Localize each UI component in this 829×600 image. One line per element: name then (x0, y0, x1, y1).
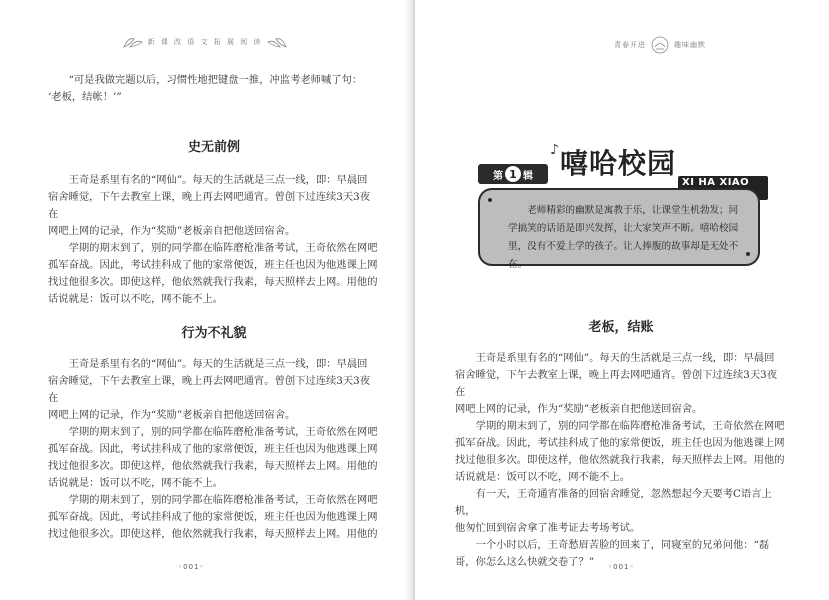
badge-prefix: 第 (493, 170, 503, 182)
music-note-icon: ♪ (550, 142, 559, 158)
text-line: 话说就是：饭可以不吃，网不能不上。 (48, 293, 224, 305)
series-title: 新 课 改 语 文 拓 展 阅 读 (147, 38, 263, 46)
text-line: 孤军奋战。因此，考试挂科成了他的家常便饭，班主任也因为他逃课上网 (48, 259, 378, 271)
text-line: 王奇是系里有名的“网仙”。每天的生活就是三点一线，即：早晨回 (68, 174, 368, 186)
text-line: 话说就是：饭可以不吃，网不能不上。 (48, 477, 224, 489)
corner-dot (746, 252, 750, 256)
text-line: 学期的期末到了，别的同学都在临阵磨枪准备考试，王奇依然在网吧 (68, 494, 378, 506)
text-line: 学期的期末到了，别的同学都在临阵磨枪准备考试，王奇依然在网吧 (68, 242, 378, 254)
section-heading: 老板，结账 (588, 320, 654, 335)
chapter-badge (478, 164, 548, 184)
section-heading: 行为不礼貌 (181, 326, 247, 341)
text-line: 有一天，王奇通宵准备的回宿舍睡觉，忽然想起今天要考C语言上机， (455, 488, 772, 517)
text-line: 找过他很多次。即使这样，他依然就我行我素，每天照样去上网。用他的 (48, 276, 378, 288)
opening-paragraph (48, 72, 380, 106)
text-line: 网吧上网的记录，作为“奖励”老板亲自把他送回宿舍。 (48, 409, 296, 421)
text-line: 孤军奋战。因此，考试挂科成了他的家常便饭，班主任也因为他逃课上网 (455, 437, 785, 449)
text-line: 网吧上网的记录，作为“奖励”老板亲自把他送回宿舍。 (48, 225, 296, 237)
corner-dot (488, 198, 492, 202)
badge-suffix: 辑 (523, 170, 533, 182)
header-label: 青春开进 (614, 41, 646, 49)
section-body (455, 350, 787, 571)
text-line: 学期的期末到了，别的同学都在临阵磨枪准备考试，王奇依然在网吧 (475, 420, 785, 432)
page-number: ◦001◦ (608, 563, 635, 571)
section-heading: 史无前例 (187, 140, 240, 155)
text-line: 孤军奋战。因此，考试挂科成了他的家常便饭，班主任也因为他逃课上网 (48, 443, 378, 455)
text-line: 找过他很多次。即使这样，他依然就我行我素，每天照样去上网。用他的 (48, 460, 378, 472)
text-line: 宿舍睡觉，下午去教室上课，晚上再去网吧通宵。曾创下过连续3天3夜在 (48, 191, 371, 220)
text-line: 哥，你怎么这么快就交卷了？” (455, 556, 595, 568)
header-label: 趣味幽默 (674, 41, 706, 49)
text-line: ‘老板，结帐！’” (48, 91, 122, 103)
chapter-intro-text: 老师精彩的幽默是寓教于乐，让课堂生机勃发；同学搞笑的话语是即兴发挥，让大家笑声不断。嘻哈校园里，没有不爱上学的孩子。让人捧腹的故事却是无处不在。 (508, 205, 739, 270)
text-line: “可是我做完题以后，习惯性地把键盘一推，冲监考老师喊了句： (68, 74, 363, 86)
page-number: ◦001◦ (178, 563, 205, 571)
book-emblem-icon (651, 36, 669, 54)
section-body (48, 172, 380, 308)
text-line: 王奇是系里有名的“网仙”。每天的生活就是三点一线，即：早晨回 (68, 358, 368, 370)
leaf-ornament-icon (122, 35, 144, 49)
text-line: 孤军奋战。因此，考试挂科成了他的家常便饭，班主任也因为他逃课上网 (48, 511, 378, 523)
text-line: 网吧上网的记录，作为“奖励”老板亲自把他送回宿舍。 (455, 403, 703, 415)
right-page-header (590, 34, 730, 56)
left-page (0, 0, 411, 600)
chapter-banner (478, 142, 768, 272)
text-line: 找过他很多次。即使这样，他依然就我行我素，每天照样去上网。用他的 (455, 454, 785, 466)
text-line: 话说就是：饭可以不吃，网不能不上。 (455, 471, 631, 483)
text-line: 王奇是系里有名的“网仙”。每天的生活就是三点一线，即：早晨回 (475, 352, 775, 364)
chapter-title: 嘻哈校园 (560, 147, 677, 180)
leaf-ornament-icon (266, 35, 288, 49)
text-line: 一个小时以后，王奇愁眉苦脸的回来了，同寝室的兄弟问他：“磊 (475, 539, 770, 551)
chapter-intro-box (478, 188, 760, 270)
chapter-pinyin: XI HA XIAO (678, 176, 768, 200)
text-line: 宿舍睡觉，下午去教室上课，晚上再去网吧通宵。曾创下过连续3天3夜在 (48, 375, 371, 404)
left-page-header (110, 30, 300, 54)
section-body (48, 356, 380, 543)
text-line: 他匆忙回到宿舍拿了准考证去考场考试。 (455, 522, 641, 534)
text-line: 学期的期末到了，别的同学都在临阵磨枪准备考试，王奇依然在网吧 (68, 426, 378, 438)
text-line: 找过他很多次。即使这样，他依然就我行我素，每天照样去上网。用他的 (48, 528, 378, 540)
badge-number: 1 (505, 166, 521, 182)
text-line: 宿舍睡觉，下午去教室上课，晚上再去网吧通宵。曾创下过连续3天3夜在 (455, 369, 778, 398)
